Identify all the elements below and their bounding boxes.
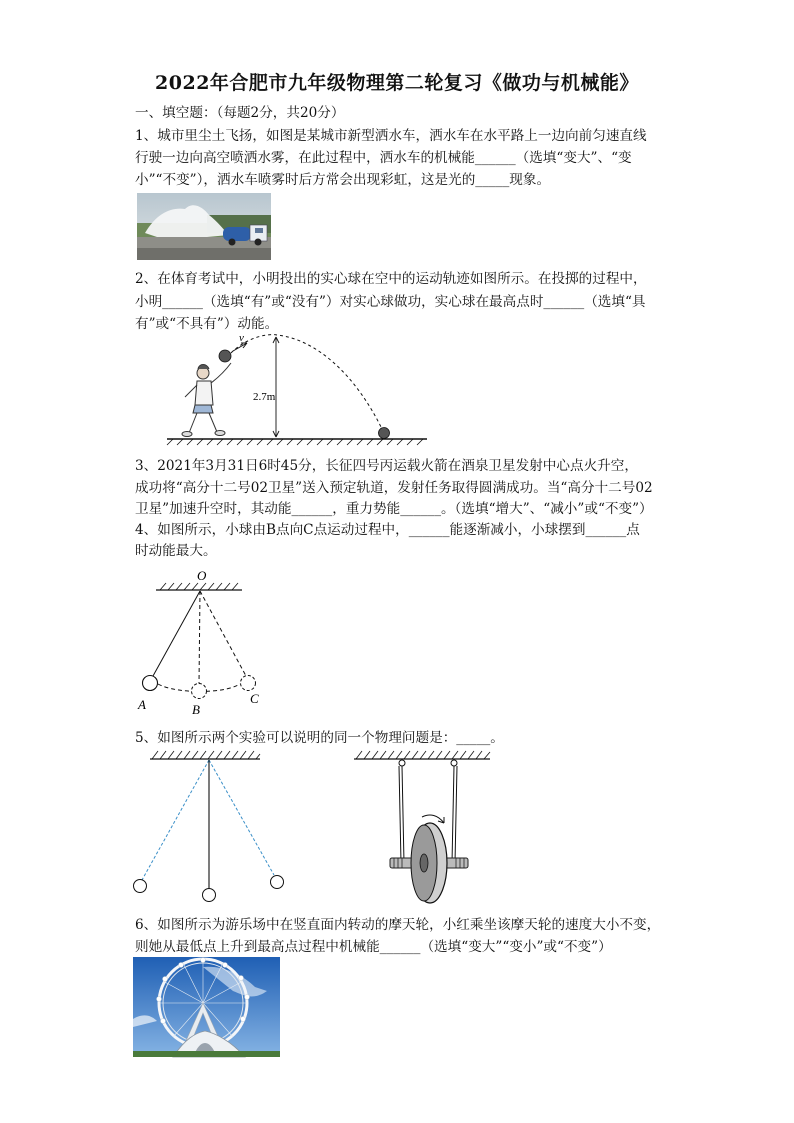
q4-line2: 时动能最大。 — [135, 543, 217, 559]
sprinkler-truck-photo — [137, 193, 271, 260]
ball-center — [203, 889, 216, 902]
q6-line2: 则她从最低点上升到最高点过程中机械能______（选填“变大”“变小”或“不变”） — [135, 939, 612, 955]
q1-line3: 小”“不变”），洒水车喷雾时后方常会出现彩虹，这是光的_____现象。 — [135, 172, 551, 188]
velocity-label: v — [239, 332, 244, 344]
ball-C — [241, 676, 256, 691]
ball-release — [219, 350, 231, 362]
q1-line2: 行驶一边向高空喷洒水雾，在此过程中，洒水车的机械能______（选填“变大”、“变 — [135, 150, 632, 166]
q4-line1: 4、如图所示，小球由B点向C点运动过程中，______能逐渐减小，小球摆到______点 — [135, 522, 640, 538]
q1-line1: 1、城市里尘土飞扬，如图是某城市新型洒水车，洒水车在水平路上一边向前匀速直线 — [135, 128, 647, 144]
ferris-wheel-photo — [133, 957, 280, 1057]
ball-right — [271, 876, 284, 889]
q2-line2: 小明______（选填“有”或“没有”）对实心球做功，实心球在最高点时______（选填“具 — [135, 294, 646, 310]
section-heading: 一、填空题：（每题2分，共20分） — [135, 105, 345, 121]
maxwell-wheel-figure — [352, 745, 492, 907]
ball-landed — [379, 428, 390, 439]
ground-hatching — [167, 439, 423, 445]
point-B-label: B — [192, 702, 200, 717]
point-A-label: A — [138, 697, 146, 712]
q5-line1: 5、如图所示两个实验可以说明的同一个物理问题是：_____。 — [135, 730, 504, 746]
q6-line1: 6、如图所示为游乐场中在竖直面内转动的摩天轮，小红乘坐该摩天轮的速度大小不变， — [135, 917, 661, 933]
ball-A — [143, 676, 158, 691]
q3-line2: 成功将“高分十二号02卫星”送入预定轨道，发射任务取得圆满成功。当“高分十二号02 — [135, 480, 653, 496]
pendulum-figure — [132, 566, 259, 718]
ball-B — [192, 684, 207, 699]
height-label: 2.7m — [253, 391, 276, 403]
point-O-label: O — [197, 568, 207, 583]
page-title: 2022年合肥市九年级物理第二轮复习《做功与机械能》 — [155, 72, 639, 94]
trajectory-path — [231, 335, 383, 431]
q3-line3: 卫星”加速升空时，其动能______，重力势能______。（选填“增大”、“减小”或“不变”） — [135, 501, 653, 517]
shot-put-figure — [165, 333, 435, 445]
athlete-icon — [182, 363, 231, 437]
q3-line1: 3、2021年3月31日6时45分，长征四号丙运载火箭在酒泉卫星发射中心点火升空， — [135, 458, 638, 474]
ball-left — [134, 880, 147, 893]
q2-line1: 2、在体育考试中，小明投出的实心球在空中的运动轨迹如图所示。在投掷的过程中， — [135, 271, 647, 287]
pendulum-swing-figure — [126, 745, 292, 907]
q2-line3: 有”或“不具有”）动能。 — [135, 316, 279, 332]
point-C-label: C — [250, 691, 259, 706]
